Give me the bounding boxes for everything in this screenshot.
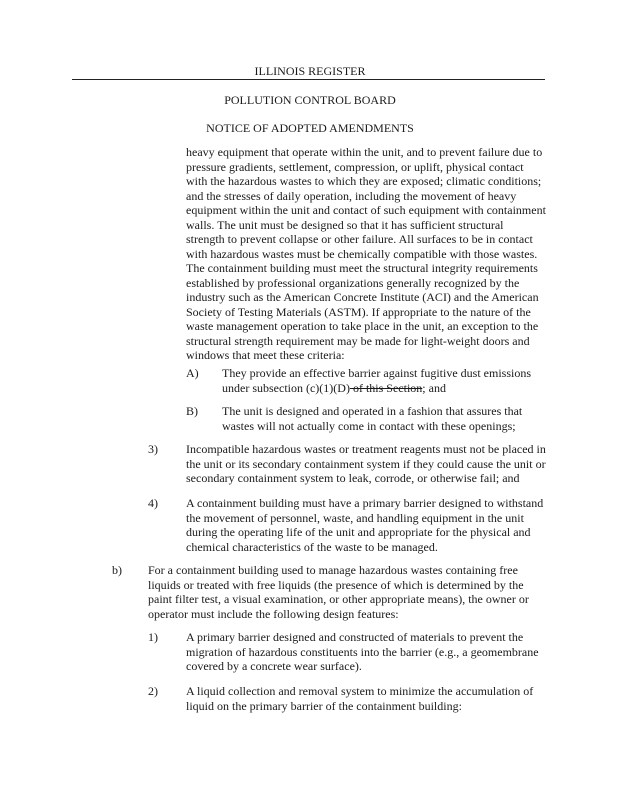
paragraph-line: waste management operation to take place in the unit, an exception to the [186, 319, 539, 333]
item-b-line: The unit is designed and operated in a fashion that assures that [222, 404, 523, 418]
item-b2-text [186, 684, 576, 713]
item-a-line: They provide an effective barrier against fugitive dust emissions [222, 366, 532, 380]
item-b2-line: liquid on the primary barrier of the containment building: [186, 698, 462, 713]
item-4-line: the movement of personnel, waste, and handling equipment in the unit [186, 510, 524, 525]
item-a-text [222, 366, 567, 395]
item-4-line: A containment building must have a primary barrier designed to withstand [186, 496, 544, 510]
paragraph-line: industry such as the American Concrete Institute (ACI) and the American [186, 290, 539, 304]
header-rule [72, 79, 545, 80]
item-b-lower-line: For a containment building used to manage hazardous wastes containing free [148, 563, 518, 577]
item-4-marker: 4) [148, 496, 158, 510]
item-b1-line: migration of hazardous constituents into the barrier (e.g., a geomembrane [186, 644, 539, 659]
item-a-line [222, 381, 567, 396]
paragraph-line: equipment within the unit and contact of such equipment with containment [186, 203, 546, 217]
register-title: ILLINOIS REGISTER [254, 64, 366, 78]
item-4-line: chemical characteristics of the waste to be managed. [186, 539, 438, 554]
paragraph-line: Society of Testing Materials (ASTM). If appropriate to the nature of the [186, 304, 531, 319]
paragraph-line: heavy equipment that operate within the unit, and to prevent failure due to [186, 145, 543, 159]
item-3-line: secondary containment system to leak, corrode, or otherwise fail; and [186, 471, 520, 485]
item-b-text [222, 404, 567, 433]
paragraph-line: strength to prevent collapse or other failure. All surfaces to be in contact [186, 232, 533, 246]
item-3-text [186, 442, 576, 486]
item-b1-line: covered by a concrete wear surface). [186, 659, 362, 673]
paragraph-line: pressure gradients, settlement, compression, or uplift, physical contact [186, 159, 524, 174]
paragraph-line: with the hazardous wastes to which they are exposed; climatic conditions; [186, 174, 542, 188]
paragraph-line: and the stresses of daily operation, including the movement of heavy [186, 188, 517, 203]
item-b1-line: A primary barrier designed and constructed of materials to prevent the [186, 630, 524, 644]
item-b-lower-marker: b) [112, 563, 122, 577]
item-b-lower-line: operator must include the following design features: [148, 606, 399, 621]
item-b2-line: A liquid collection and removal system to minimize the accumulation of [186, 684, 534, 698]
item-a-marker: A) [186, 366, 199, 380]
continuation-paragraph [186, 145, 566, 363]
item-4-line: during the operating life of the unit and appropriate for the physical and [186, 525, 531, 539]
item-a-line2-pre: under subsection (c)(1)(D) [222, 380, 350, 395]
paragraph-line: The containment building must meet the structural integrity requirements [186, 261, 538, 275]
paragraph-line: windows that meet these criteria: [186, 348, 345, 362]
item-3-line: the unit or its secondary containment system if they could cause the unit or [186, 456, 546, 471]
item-b1-marker: 1) [148, 630, 158, 644]
item-4-text [186, 496, 576, 554]
item-b-lower-line: paint filter test, a visual examination, or other appropriate means), the owner or [148, 592, 529, 606]
board-title: POLLUTION CONTROL BOARD [224, 93, 396, 107]
paragraph-line: with hazardous wastes must be chemically compatible with those wastes. [186, 246, 538, 261]
item-a-line2-post: ; and [422, 380, 446, 395]
item-b-lower-text [148, 563, 578, 621]
item-b-line: wastes will not actually come in contact with these openings; [222, 418, 516, 433]
item-3-marker: 3) [148, 442, 158, 456]
item-b-lower-line: liquids or treated with free liquids (the presence of which is determined by the [148, 577, 524, 592]
item-b2-marker: 2) [148, 684, 158, 698]
item-b-marker: B) [186, 404, 198, 418]
item-3-line: Incompatible hazardous wastes or treatment reagents must not be placed in [186, 442, 546, 456]
notice-title: NOTICE OF ADOPTED AMENDMENTS [206, 121, 414, 135]
paragraph-line: walls. The unit must be designed so that it has sufficient structural [186, 217, 504, 232]
paragraph-line: structural strength requirement may be made for light-weight doors and [186, 333, 530, 348]
paragraph-line: established by professional organizations generally recognized by the [186, 275, 520, 290]
stricken-text: of this Section [349, 380, 423, 395]
item-b1-text [186, 630, 576, 674]
